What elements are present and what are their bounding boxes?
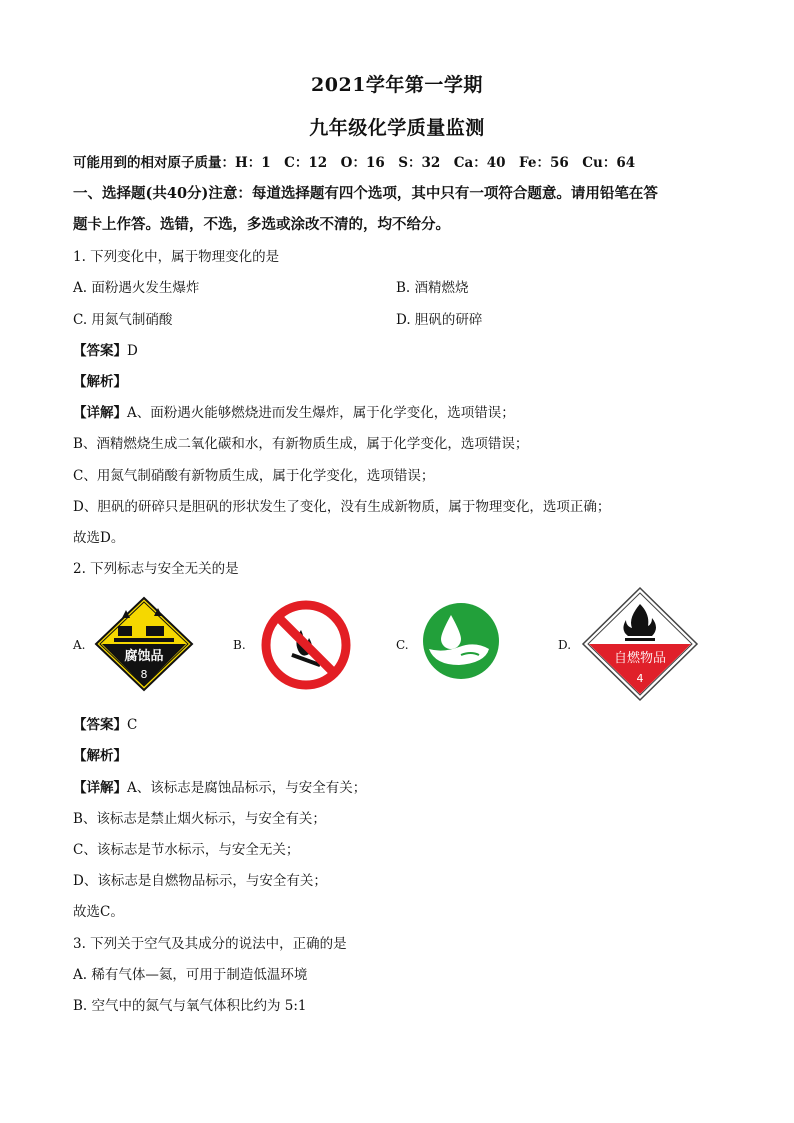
detail-label: 【详解】 [73,405,127,421]
section-instructions-line2: 题卡上作答。选错，不选，多选或涂改不清的，均不给分。 [73,216,450,233]
flammable-class-number: 4 [636,672,644,685]
detail-text: A、该标志是腐蚀品标示，与安全有关； [127,780,367,796]
q1-detail-line1 [73,401,515,421]
detail-text: A、面粉遇火能够燃烧进而发生爆炸，属于化学变化，选项错误； [127,405,515,421]
section-instructions-line1: 一、选择题(共40分)注意：每道选择题有四个选项，其中只有一项符合题意。请用铅笔在答 [73,185,658,202]
answer-label: 【答案】 [73,717,127,733]
q1-detail-line3: C、用氮气制硝酸有新物质生成，属于化学变化，选项错误； [73,468,435,484]
q2-stem: 2. 下列标志与安全无关的是 [73,561,239,577]
q2-detail-line3: C、该标志是节水标示，与安全无关； [73,842,300,858]
q1-option-d: D. 胆矾的研碎 [396,312,483,328]
exam-title: 2021学年第一学期 [311,74,483,96]
water-saving-sign-icon [421,601,501,681]
q1-answer [73,339,138,359]
spontaneous-combustion-sign-icon [581,586,699,702]
q1-option-c: C. 用氮气制硝酸 [73,312,173,328]
exam-subtitle: 九年级化学质量监测 [309,117,485,139]
q3-option-b: B. 空气中的氮气与氧气体积比约为 5:1 [73,998,307,1014]
answer-value: C [127,717,138,733]
q1-detail-line4: D、胆矾的研碎只是胆矾的形状发生了变化，没有生成新物质，属于物理变化，选项正确； [73,499,611,515]
q1-detail-line2: B、酒精燃烧生成二氧化碳和水，有新物质生成，属于化学变化，选项错误； [73,436,529,452]
flammable-label: 自燃物品 [613,651,667,666]
q2-conclusion: 故选C。 [73,904,124,920]
q3-stem: 3. 下列关于空气及其成分的说法中，正确的是 [73,936,347,952]
answer-label: 【答案】 [73,343,127,359]
q2-analysis-label: 【解析】 [73,748,127,764]
q2-option-a-letter: A. [73,638,86,652]
q1-conclusion: 故选D。 [73,530,125,546]
q2-detail-line4: D、该标志是自燃物品标示，与安全有关； [73,873,327,889]
corrosive-label: 腐蚀品 [124,649,164,664]
no-fire-sign-icon [261,600,351,690]
corrosive-class-number: 8 [140,668,148,681]
q2-option-d-letter: D. [558,638,572,652]
q1-option-b: B. 酒精燃烧 [396,280,469,296]
q1-analysis-label: 【解析】 [73,374,127,390]
detail-label: 【详解】 [73,780,127,796]
q3-option-a: A. 稀有气体—氦，可用于制造低温环境 [73,967,308,983]
q2-detail-line2: B、该标志是禁止烟火标示，与安全有关； [73,811,326,827]
q2-detail-line1 [73,776,366,796]
corrosive-sign-icon [94,596,194,692]
q2-answer [73,713,137,733]
q2-option-c-letter: C. [396,638,409,652]
atomic-masses: 可能用到的相对原子质量：H：1 C：12 O：16 S：32 Ca：40 Fe：56 Cu：64 [73,155,636,171]
q2-option-b-letter: B. [233,638,246,652]
q1-stem: 1. 下列变化中，属于物理变化的是 [73,249,280,265]
q1-option-a: A. 面粉遇火发生爆炸 [73,280,200,296]
answer-value: D [127,343,138,359]
